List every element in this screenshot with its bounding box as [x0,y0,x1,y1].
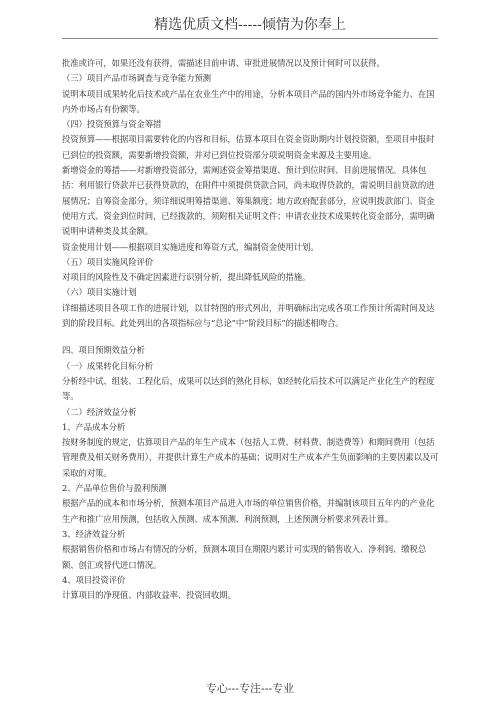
page-footer-text: 专心---专注---专业 [205,682,295,695]
paragraph: 计算项目的净现值、内部收益率、投资回收期。 [62,590,236,601]
section-heading: （五）项目实施风险评价 [62,256,154,267]
paragraph: 根据销售价格和市场占有情况的分析，预测本项目在期限内累计可实现的销售收入、净利润、缴税总额、创汇或替代进口情况。 [62,544,427,570]
section-heading: （一）成果转化目标分析 [62,360,154,371]
paragraph: 投资预算——根据项目需要转化的内容和目标，估算本项目在资金资助期内计划投资额，至项目申报时已到位的投资额，需要新增投资额，并对已到位投资部分项说明资金来源及主要用途。 [62,134,435,160]
paragraph: 新增资金的筹措——对新增投资部分，需阐述资金筹措渠道、预计到位时间、目前进展情况。具体包括：利用银行贷款并已获得贷款的，在附件中须提供贷款合同，尚未取得贷款的，需说明目前贷款的进展情况；自筹资金部分，须详细说明筹措渠道、筹集额度；地方政府配套部分，应说明拨款部门、资金使用方式、资金到位时间，已经拨款的，须附相关证明文件；申请农业技术成果转化资金部分，需明确说明申请种类及其金额。 [62,165,435,237]
paragraph: 批准或许可，如果还没有获得，需描述目前申请、审批进展情况以及预计何时可以获得。 [62,58,385,68]
chapter-heading: 四、项目预期效益分析 [62,345,145,356]
section-heading: （六）项目实施计划 [62,287,137,298]
paragraph: 分析经中试、组装、工程化后，成果可以达到的熟化目标，如经转化后技术可以满足产业化生产的程度等。 [62,375,435,402]
paragraph: 按财务制度的规定，估算项目产品的年生产成本（包括人工费、材料费、制造费等）和期间费用（包括管理费及相关财务费用），并提供计算生产成本的基础；说明对生产成本产生负面影响的主要因素以及可采取的对策。 [62,437,439,478]
subsection-heading: 1、产品成本分析 [62,421,126,432]
section-heading: （四）投资预算与资金筹措 [62,119,162,130]
paragraph: 详细描述项目各项工作的进展计划，以甘特图的形式列出，并明确标出完成各项工作预计所需时间及达到的阶段目标。此处列出的各项指标应与“总论”中“阶段目标”的描述相吻合。 [62,302,435,329]
header-divider [62,38,438,39]
page-header-title: 精选优质文档-----倾情为你奉上 [154,17,346,33]
subsection-heading: 2、产品单位售价与盈利预测 [62,483,167,494]
spacer [62,331,440,343]
paragraph: 对项目的风险性及不确定因素进行识别分析，提出降低风险的措施。 [62,272,311,283]
paragraph: 根据产品的成本和市场分析，预测本项目产品进入市场的单位销售价格，并编制该项目五年内的产业化生产和推广应用预测，包括收入预测、成本预测、利润预测，上述预测分析要求列表计算。 [62,498,435,524]
section-heading: （二）经济效益分析 [62,406,137,417]
document-body [62,56,440,603]
subsection-heading: 3、经济效益分析 [62,528,126,539]
paragraph: 资金使用计划——根据项目实施进度和筹资方式，编制资金使用计划。 [62,241,319,252]
subsection-heading: 4、项目投资评价 [62,574,126,585]
section-heading: （三）项目产品市场调查与竞争能力预测 [62,73,211,84]
paragraph: 说明本项目成果转化后技术或产品在农业生产中的用途，分析本项目产品的国内外市场竞争能力、在国内外市场占有份额等。 [62,88,435,114]
